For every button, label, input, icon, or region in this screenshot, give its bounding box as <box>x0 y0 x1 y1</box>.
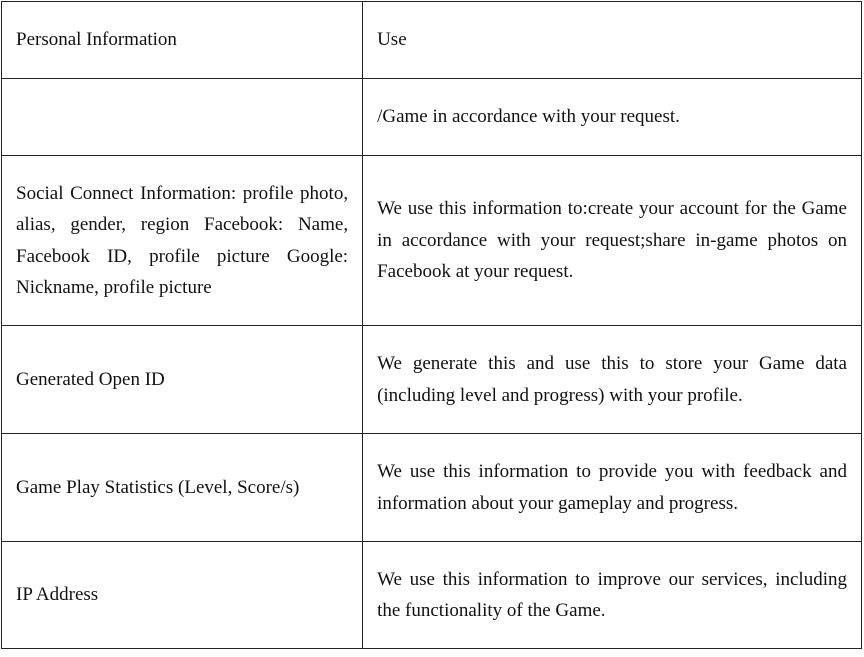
header-use: Use <box>363 2 862 79</box>
row-use-cell: We use this information to:create your account for the Game in accordance with your request;share in-game photos on Facebook at your request. <box>363 156 862 326</box>
row-info-cell <box>2 79 363 156</box>
row-use-cell: We use this information to provide you with feedback and information about your gameplay and progress. <box>363 434 862 542</box>
table-header-row <box>2 2 862 79</box>
row-info-cell: Game Play Statistics (Level, Score/s) <box>2 434 363 542</box>
table-row <box>2 434 862 542</box>
table-row <box>2 156 862 326</box>
row-info-cell: IP Address <box>2 542 363 649</box>
row-info-cell: Social Connect Information: profile photo, alias, gender, region Facebook: Name, Facebook ID, profile picture Google: Nickname, profile picture <box>2 156 363 326</box>
row-use-cell: We generate this and use this to store your Game data (including level and progress) with your profile. <box>363 326 862 434</box>
row-use-cell: /Game in accordance with your request. <box>363 79 862 156</box>
table-row <box>2 79 862 156</box>
table-row <box>2 326 862 434</box>
personal-information-table <box>1 1 862 649</box>
table-row <box>2 542 862 649</box>
row-use-cell: We use this information to improve our services, including the functionality of the Game. <box>363 542 862 649</box>
row-info-cell: Generated Open ID <box>2 326 363 434</box>
header-personal-information: Personal Information <box>2 2 363 79</box>
